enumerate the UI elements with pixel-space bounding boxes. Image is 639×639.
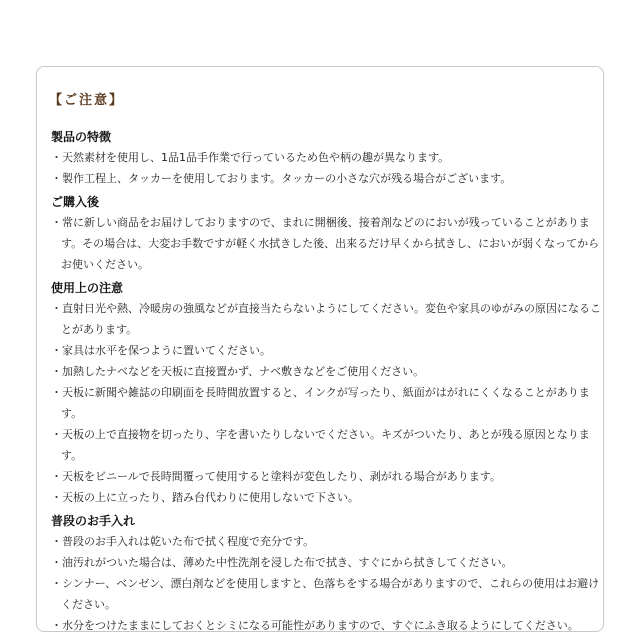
section-heading: ご購入後 [51,195,100,209]
notice-panel [36,66,604,632]
list-item: ・天板の上に立ったり、踏み台代わりに使用しないで下さい。 [51,491,359,504]
notice-title: 【ご注意】 [49,93,125,108]
list-item: ・シンナー、ベンゼン、漂白剤などを使用しますと、色落ちをする場合がありますので、これらの使用はお避けください。 [51,577,600,611]
section-usage-notes [51,278,603,508]
section-heading: 製品の特徴 [51,130,112,144]
list-item: ・天板をビニールで長時間覆って使用すると塗料が変色したり、剥がれる場合があります。 [51,470,501,483]
list-item: ・普段のお手入れは乾いた布で拭く程度で充分です。 [51,535,315,548]
list-item: ・天板に新聞や雑誌の印刷面を長時間放置すると、インクが写ったり、紙面がはがれにくくなることがあります。 [51,386,590,420]
list-item: ・水分をつけたままにしておくとシミになる可能性がありますので、すぐにふき取るようにしてください。 [51,619,579,632]
section-heading: 使用上の注意 [51,281,124,295]
list-item: ・家具は水平を保つように置いてください。 [51,344,271,357]
list-item: ・直射日光や熱、冷暖房の強風などが直接当たらないようにしてください。変色や家具のゆがみの原因になることがあります。 [51,302,601,336]
list-item: ・天板の上で直接物を切ったり、字を書いたりしないでください。キズがついたり、あとが残る原因となります。 [51,428,590,462]
notice-content [51,127,603,632]
list-item: ・常に新しい商品をお届けしておりますので、まれに開梱後、接着剤などのにおいが残っていることがあります。その場合は、大変お手数ですが軽く水拭きした後、出来るだけ早くから拭きし、においが弱くなってからお使いください。 [51,216,600,271]
list-item: ・製作工程上、タッカーを使用しております。タッカーの小さな穴が残る場合がございます。 [51,172,512,185]
list-item: ・油汚れがついた場合は、薄めた中性洗剤を浸した布で拭き、すぐにから拭きしてください。 [51,556,513,569]
list-item: ・天然素材を使用し、1品1品手作業で行っているため色や柄の趣が異なります。 [51,151,450,164]
section-heading: 普段のお手入れ [51,514,136,528]
section-product-features [51,127,603,189]
list-item: ・加熱したナベなどを天板に直接置かず、ナベ敷きなどをご使用ください。 [51,365,425,378]
section-after-purchase [51,192,603,275]
section-daily-care [51,511,603,632]
